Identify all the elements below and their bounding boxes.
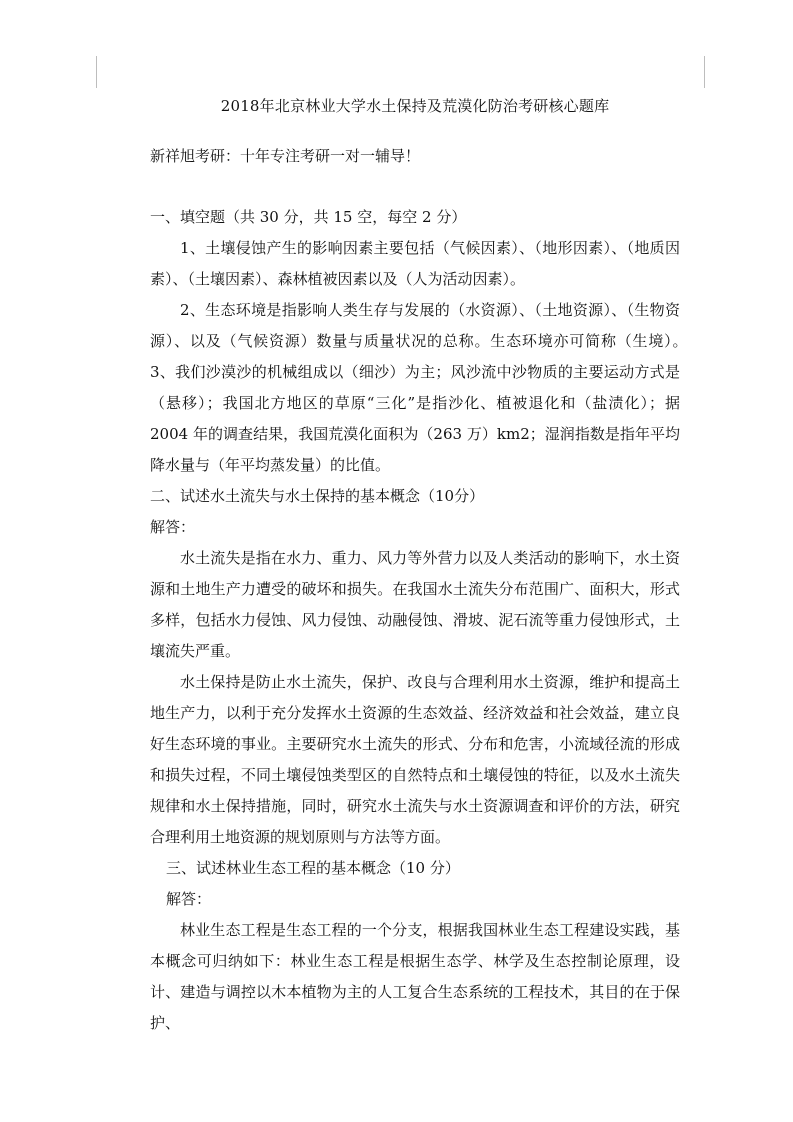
section1-question-2-3: 2、生态环境是指影响人类生存与发展的（水资源）、（土地资源）、（生物资源）、以及（气候资源）数量与质量状况的总称。生态环境亦可简称（生境）。 3、我们沙漠沙的机械组成以（细沙）为主；风沙流中沙物质的主要运动方式是（悬移）；我国北方地区的草原“三化”是指沙化、植被退化和（盐渍化）；据 2004 年的调查结果，我国荒漠化面积为（263 万）km2；湿润指数是指年平均降水量与（年平均蒸发量）的比值。	[150, 301, 696, 474]
section3-paragraph-1: 林业生态工程是生态工程的一个分支，根据我国林业生态工程建设实践，基本概念可归纳如下：林业生态工程是根据生态学、林学及生态控制论原理，设计、建造与调控以木本植物为主的人工复合生态系统的工程技术，其目的在于保护、	[150, 921, 680, 1032]
section2-answer-label: 解答：	[150, 518, 196, 536]
section2-paragraph-2: 水土保持是防止水土流失，保护、改良与合理利用水土资源，维护和提高土地生产力，以利于充分发挥水土资源的生态效益、经济效益和社会效益，建立良好生态环境的事业。主要研究水土流失的形式、分布和危害，小流域径流的形成和损失过程，不同土壤侵蚀类型区的自然特点和土壤侵蚀的特征，以及水土流失规律和水土保持措施，同时，研究水土流失与水土资源调查和评价的方法，研究合理利用土地资源的规划原则与方法等方面。	[150, 673, 680, 846]
section1-heading: 一、填空题（共 30 分，共 15 空，每空 2 分）	[150, 208, 467, 226]
section3-answer-label: 解答：	[166, 890, 212, 908]
section2-heading: 二、试述水土流失与水土保持的基本概念（10分）	[150, 487, 485, 505]
section2-paragraph-1: 水土流失是指在水力、重力、风力等外营力以及人类活动的影响下，水土资源和土地生产力遭受的破坏和损失。在我国水土流失分布范围广、面积大，形式多样，包括水力侵蚀、风力侵蚀、动融侵蚀、滑坡、泥石流等重力侵蚀形式，土壤流失严重。	[150, 549, 680, 660]
page-corner-mark-right	[704, 56, 705, 88]
page-corner-mark-left	[96, 56, 97, 88]
document-title: 2018年北京林业大学水土保持及荒漠化防治考研核心题库	[220, 97, 610, 115]
document-subtitle: 新祥旭考研：十年专注考研一对一辅导！	[150, 147, 421, 165]
section3-heading: 三、试述林业生态工程的基本概念（10 分）	[166, 859, 460, 877]
section1-question-1: 1、土壤侵蚀产生的影响因素主要包括（气候因素）、（地形因素）、（地质因素）、（土壤因素）、森林植被因素以及（人为活动因素）。	[150, 239, 680, 288]
document-page	[150, 96, 696, 1039]
